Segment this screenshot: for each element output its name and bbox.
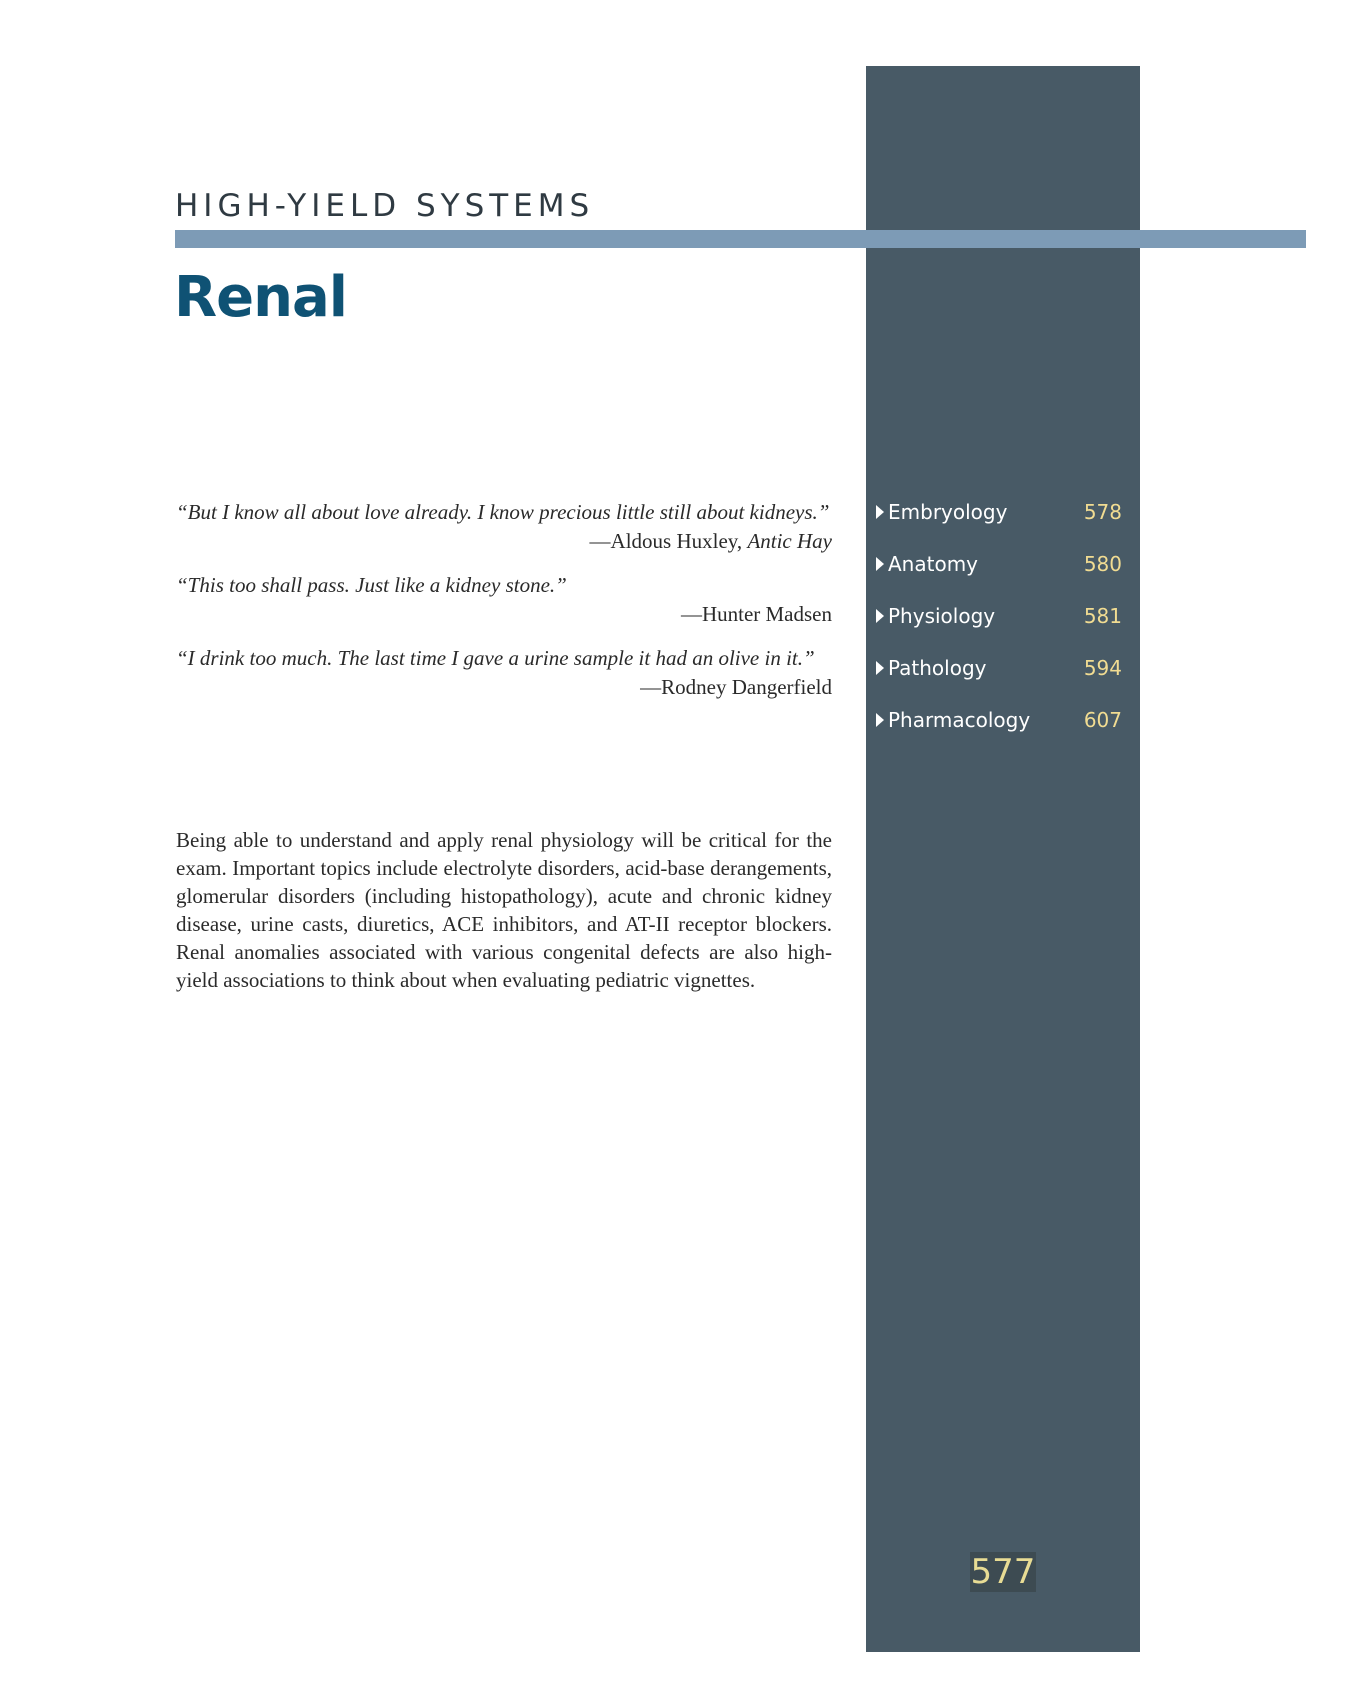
epigraph-quotes xyxy=(176,498,832,717)
triangle-right-icon xyxy=(876,661,884,675)
triangle-right-icon xyxy=(876,505,884,519)
quote-work: Antic Hay xyxy=(747,529,832,553)
quote-author: —Hunter Madsen xyxy=(680,602,832,626)
toc-page-number: 580 xyxy=(1083,552,1122,576)
quote-author: —Aldous Huxley, xyxy=(589,529,743,553)
toc-page-number: 578 xyxy=(1083,500,1122,524)
toc-label: Physiology xyxy=(888,604,996,628)
quote-attribution xyxy=(176,527,832,556)
toc-item-anatomy[interactable] xyxy=(876,550,1122,602)
intro-paragraph: Being able to understand and apply renal physiology will be critical for the exam. Important topics include electrolyte disorders, acid-base derangements, glomerular disorders (including histopathology), acute and chronic kidney disease, urine casts, diuretics, ACE inhibitors, and AT-II receptor blockers. Renal anomalies associated with various congenital defects are also high-yield associations to think about when evaluating pediatric vignettes. xyxy=(176,828,832,992)
toc-label: Pharmacology xyxy=(888,708,1031,732)
toc-label: Pathology xyxy=(888,656,987,680)
toc-label: Anatomy xyxy=(888,552,979,576)
quote-text: “I drink too much. The last time I gave a urine sample it had an olive in it.” xyxy=(176,646,815,670)
triangle-right-icon xyxy=(876,609,884,623)
toc-page-number: 581 xyxy=(1083,604,1122,628)
quote-author: —Rodney Dangerfield xyxy=(640,675,832,699)
section-label: HIGH-YIELD SYSTEMS xyxy=(175,188,595,224)
toc-item-physiology[interactable] xyxy=(876,602,1122,654)
quote-attribution xyxy=(176,600,832,629)
chapter-title: Renal xyxy=(174,265,347,330)
quote xyxy=(176,644,832,702)
header-rule xyxy=(175,230,1306,248)
page-number: 577 xyxy=(970,1552,1036,1592)
toc-item-embryology[interactable] xyxy=(876,498,1122,550)
sidebar-panel xyxy=(866,66,1140,1652)
toc-page-number: 607 xyxy=(1083,708,1122,732)
chapter-contents xyxy=(876,498,1122,758)
toc-page-number: 594 xyxy=(1083,656,1122,680)
triangle-right-icon xyxy=(876,557,884,571)
toc-item-pharmacology[interactable] xyxy=(876,706,1122,758)
quote xyxy=(176,498,832,556)
quote-text: “This too shall pass. Just like a kidney stone.” xyxy=(176,573,567,597)
toc-item-pathology[interactable] xyxy=(876,654,1122,706)
quote xyxy=(176,571,832,629)
quote-attribution xyxy=(176,673,832,702)
quote-text: “But I know all about love already. I know precious little still about kidneys.” xyxy=(176,500,830,524)
toc-label: Embryology xyxy=(888,500,1008,524)
triangle-right-icon xyxy=(876,713,884,727)
